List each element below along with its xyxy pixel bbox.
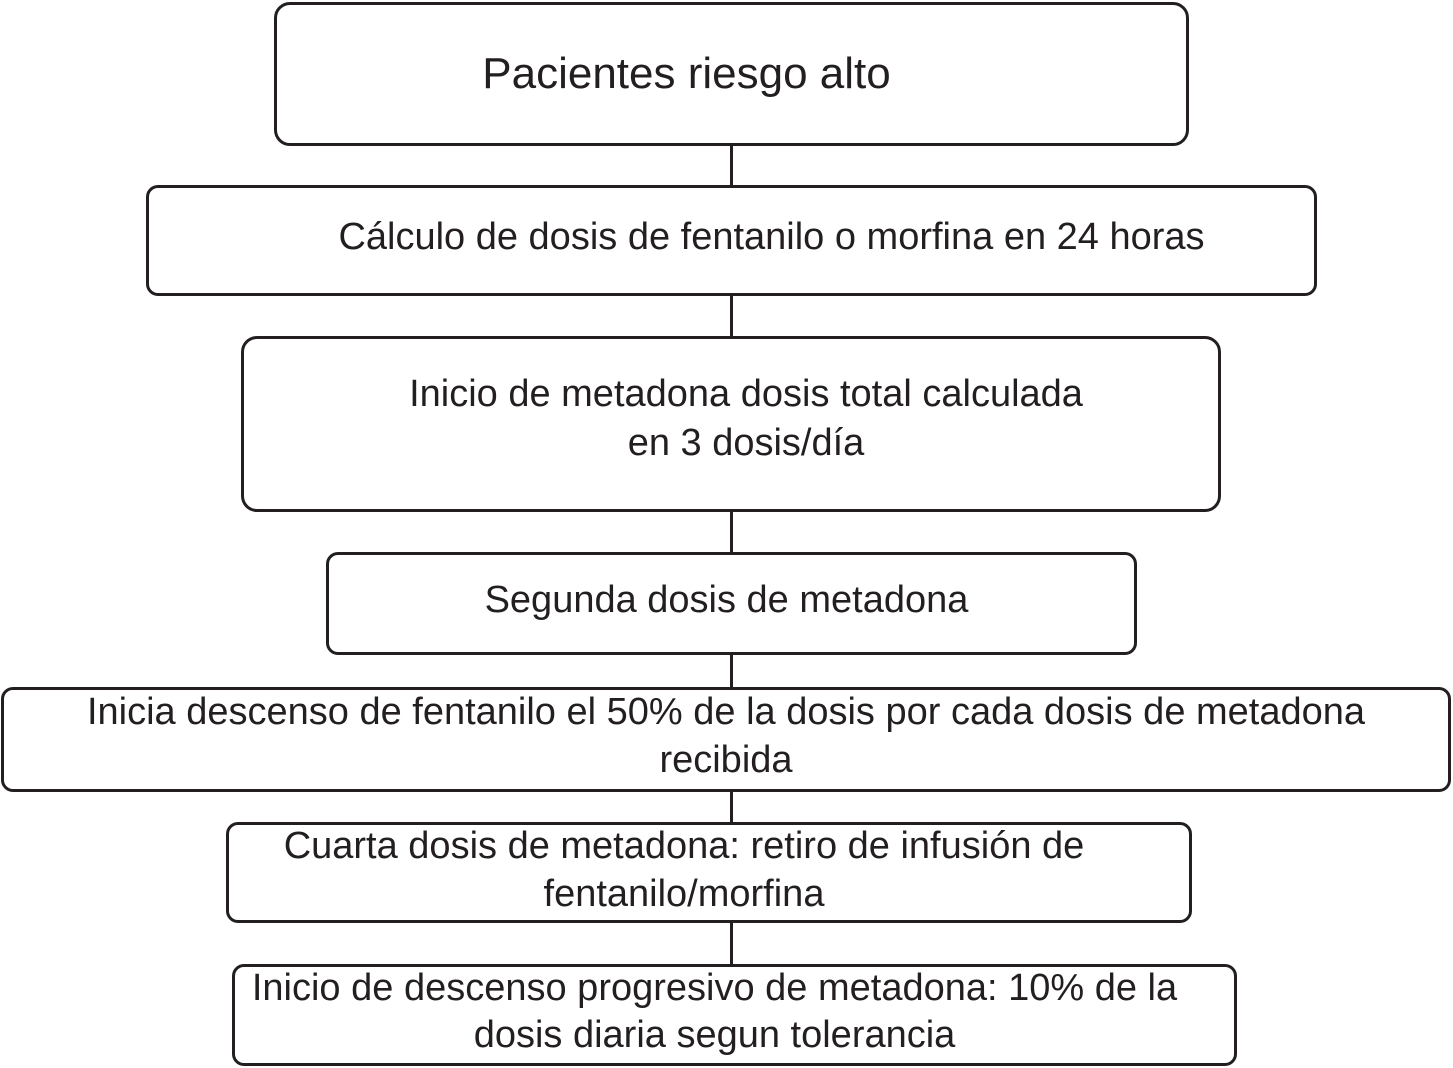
flowchart-step-second-dose <box>326 552 1137 655</box>
step-label: Pacientes riesgo alto <box>482 48 891 98</box>
connector-3-4 <box>730 510 733 554</box>
connector-6-7 <box>730 921 733 966</box>
flowchart-step-fourth-dose <box>226 822 1192 923</box>
flowchart-step-methadone-start <box>241 336 1221 512</box>
connector-2-3 <box>730 294 733 338</box>
flowchart-step-patients-high-risk <box>274 2 1189 146</box>
flowchart-step-methadone-descent <box>232 964 1237 1066</box>
step-label: Cuarta dosis de metadona: retiro de infusión de fentanilo/morfina <box>283 825 1085 915</box>
connector-4-5 <box>730 653 733 689</box>
connector-5-6 <box>730 790 733 824</box>
step-label: Inicia descenso de fentanilo el 50% de la dosis por cada dosis de metadona recibida <box>86 691 1366 781</box>
step-label: Cálculo de dosis de fentanilo o morfina en 24 horas <box>338 215 1205 258</box>
flowchart-step-fentanyl-descent <box>1 687 1451 792</box>
connector-1-2 <box>730 144 733 187</box>
flowchart-step-dose-calculation <box>146 185 1317 296</box>
step-label: Inicio de metadona dosis total calculada en 3 dosis/día <box>409 372 1083 464</box>
step-label: Inicio de descenso progresivo de metadona: 10% de la dosis diaria segun tolerancia <box>251 966 1178 1056</box>
step-label: Segunda dosis de metadona <box>484 578 969 621</box>
